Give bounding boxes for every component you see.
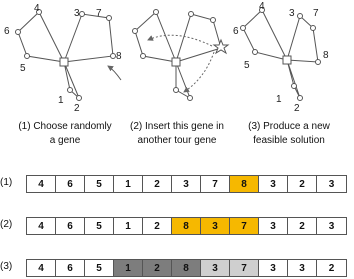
gene-cell: 1 <box>114 260 143 276</box>
gene-cell: 5 <box>85 176 114 192</box>
node-label: 8 <box>116 51 122 62</box>
gene-cell: 7 <box>230 218 259 234</box>
node-label: 8 <box>323 50 329 61</box>
gene-sequence <box>26 259 347 277</box>
gene-cell: 4 <box>27 260 56 276</box>
gene-cell: 8 <box>230 176 259 192</box>
node-label: 3 <box>74 8 80 19</box>
node-label: 2 <box>74 103 80 114</box>
node-label: 7 <box>96 8 102 19</box>
tour-diagram-3 <box>233 1 329 114</box>
gene-cell: 6 <box>56 218 85 234</box>
caption-line: a gene <box>49 135 81 146</box>
gene-cell: 3 <box>259 260 288 276</box>
gene-cell: 1 <box>114 218 143 234</box>
gene-cell: 3 <box>201 218 230 234</box>
gene-cell: 3 <box>288 260 317 276</box>
gene-cell: 7 <box>201 176 230 192</box>
gene-cell: 6 <box>56 176 85 192</box>
gene-cell: 3 <box>259 176 288 192</box>
gene-cell: 3 <box>201 260 230 276</box>
step-caption-1 <box>6 120 124 148</box>
node-label: 6 <box>233 26 239 37</box>
gene-cell: 5 <box>85 260 114 276</box>
gene-cell: 7 <box>230 260 259 276</box>
node-label: 5 <box>244 60 250 71</box>
node-label: 6 <box>4 26 10 37</box>
gene-cell: 2 <box>143 176 172 192</box>
gene-cell: 3 <box>317 176 346 192</box>
caption-line: another tour gene <box>137 135 217 146</box>
gene-sequence <box>26 217 347 235</box>
row-label: (2) <box>0 219 13 230</box>
step-caption-3 <box>230 120 348 148</box>
gene-cell: 8 <box>172 260 201 276</box>
gene-cell: 2 <box>143 218 172 234</box>
gene-cell: 3 <box>259 218 288 234</box>
star-icon <box>214 40 228 53</box>
caption-line: feasible solution <box>253 135 325 146</box>
gene-cell: 2 <box>143 260 172 276</box>
caption-line: (2) Insert this gene in <box>130 121 224 132</box>
tour-diagrams <box>0 0 354 118</box>
gene-cell: 3 <box>172 176 201 192</box>
step-caption-2 <box>118 120 236 148</box>
gene-cell: 4 <box>27 218 56 234</box>
gene-cell: 5 <box>85 218 114 234</box>
gene-cell: 2 <box>288 176 317 192</box>
node-label: 4 <box>259 1 265 12</box>
row-label: (1) <box>0 177 13 188</box>
gene-cell: 6 <box>56 260 85 276</box>
row-label: (3) <box>0 261 13 272</box>
caption-line: (1) Choose randomly <box>18 121 112 132</box>
node-label: 1 <box>58 95 64 106</box>
node-label: 5 <box>20 63 26 74</box>
gene-cell: 2 <box>288 218 317 234</box>
gene-cell: 3 <box>317 218 346 234</box>
node-label: 4 <box>34 3 40 14</box>
tour-diagram-2 <box>133 10 229 101</box>
node-label: 1 <box>276 94 282 105</box>
gene-sequence <box>26 175 347 193</box>
gene-cell: 4 <box>27 176 56 192</box>
node-label: 3 <box>289 8 295 19</box>
gene-cell: 1 <box>114 176 143 192</box>
caption-line: (3) Produce a new <box>248 121 330 132</box>
node-label: 7 <box>313 8 319 19</box>
gene-cell: 2 <box>317 260 346 276</box>
tour-diagram-1 <box>4 3 122 114</box>
gene-cell: 8 <box>172 218 201 234</box>
node-label: 2 <box>294 103 300 114</box>
